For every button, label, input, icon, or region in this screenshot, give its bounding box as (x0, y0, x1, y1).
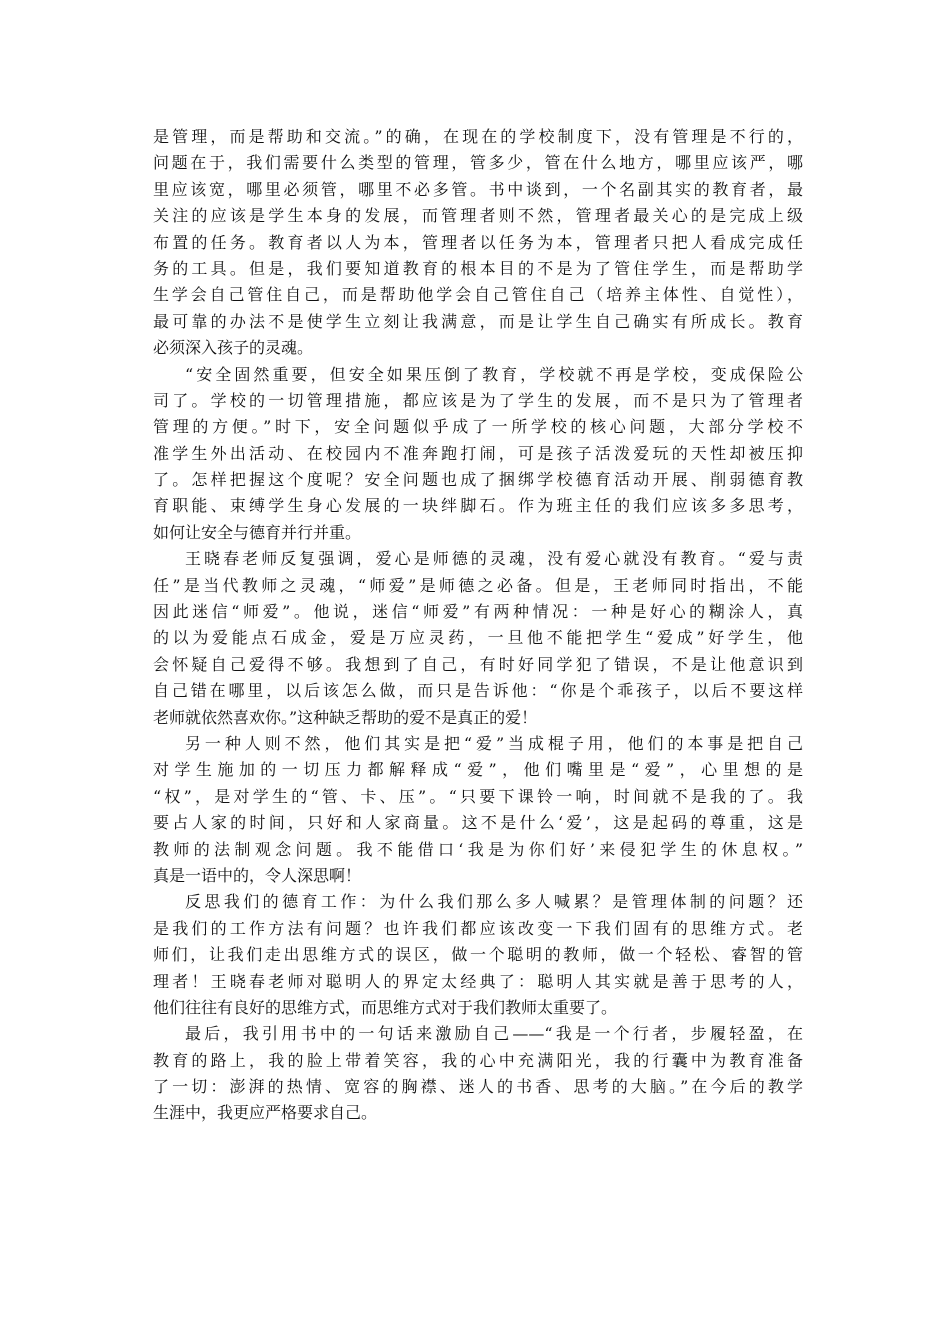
document-body (153, 124, 803, 1127)
text-line: 最可靠的办法不是使学生立刻让我满意，而是让学生自己确实有所成长。教育 (153, 311, 803, 331)
text-line: 准学生外出活动、在校园内不准奔跑打闹，可是孩子活泼爱玩的天性却被压抑 (153, 443, 803, 463)
text-line: 理者！王晓春老师对聪明人的界定太经典了：聪明人其实就是善于思考的人， (153, 971, 803, 991)
text-line: 对学生施加的一切压力都解释成“爱”，他们嘴里是“爱”，心里想的是 (153, 760, 803, 780)
text-line: 务的工具。但是，我们要知道教育的根本目的不是为了管住学生，而是帮助学 (153, 258, 803, 278)
text-line: 反思我们的德育工作：为什么我们那么多人喊累？是管理体制的问题？还 (185, 892, 803, 912)
text-line: 自己错在哪里，以后该怎么做，而只是告诉他：“你是个乖孩子，以后不要这样 (153, 681, 803, 701)
text-line: 他们往往有良好的思维方式，而思维方式对于我们教师太重要了。 (153, 997, 618, 1017)
text-line: 最后，我引用书中的一句话来激励自己——“我是一个行者，步履轻盈，在 (185, 1024, 803, 1044)
text-line: 里应该宽，哪里必须管，哪里不必多管。书中谈到，一个名副其实的教育者，最 (153, 179, 803, 199)
text-line: 的以为爱能点石成金，爱是万应灵药，一旦他不能把学生“爱成”好学生，他 (153, 628, 803, 648)
text-line: 是我们的工作方法有问题？也许我们都应该改变一下我们固有的思维方式。老 (153, 918, 803, 938)
text-line: 任”是当代教师之灵魂，“师爱”是师德之必备。但是，王老师同时指出，不能 (153, 575, 803, 595)
text-line: 王晓春老师反复强调，爱心是师德的灵魂，没有爱心就没有教育。“爱与责 (185, 549, 803, 569)
text-line: 关注的应该是学生本身的发展，而管理者则不然，管理者最关心的是完成上级 (153, 206, 803, 226)
text-line: 老师就依然喜欢你。”这种缺乏帮助的爱不是真正的爱！ (153, 707, 538, 727)
text-line: 师们，让我们走出思维方式的误区，做一个聪明的教师，做一个轻松、睿智的管 (153, 945, 803, 965)
text-line: 另一种人则不然，他们其实是把“爱”当成棍子用，他们的本事是把自己 (185, 733, 803, 753)
text-line: 布置的任务。教育者以人为本，管理者以任务为本，管理者只把人看成完成任 (153, 232, 803, 252)
text-line: “安全固然重要，但安全如果压倒了教育，学校就不再是学校，变成保险公 (185, 364, 803, 384)
text-line: 了一切：澎湃的热情、宽容的胸襟、迷人的书香、思考的大脑。”在今后的教学 (153, 1077, 803, 1097)
text-line: 如何让安全与德育并行并重。 (153, 522, 362, 542)
text-line: 必须深入孩子的灵魂。 (153, 338, 314, 358)
text-line: 真是一语中的，令人深思啊！ (153, 865, 362, 885)
text-line: 育职能、束缚学生身心发展的一块绊脚石。作为班主任的我们应该多多思考， (153, 496, 803, 516)
text-line: 司了。学校的一切管理措施，都应该是为了学生的发展，而不是只为了管理者 (153, 390, 803, 410)
text-line: 生涯中，我更应严格要求自己。 (153, 1103, 378, 1123)
text-line: 因此迷信“师爱”。他说，迷信“师爱”有两种情况：一种是好心的糊涂人，真 (153, 602, 803, 622)
text-line: 要占人家的时间，只好和人家商量。这不是什么‘爱’，这是起码的尊重，这是 (153, 813, 803, 833)
text-line: 了。怎样把握这个度呢？安全问题也成了捆绑学校德育活动开展、削弱德育教 (153, 470, 803, 490)
text-line: 问题在于，我们需要什么类型的管理，管多少，管在什么地方，哪里应该严，哪 (153, 153, 803, 173)
text-line: 管理的方便。”时下，安全问题似乎成了一所学校的核心问题，大部分学校不 (153, 417, 803, 437)
text-line: 会怀疑自己爱得不够。我想到了自己，有时好同学犯了错误，不是让他意识到 (153, 654, 803, 674)
text-line: 教育的路上，我的脸上带着笑容，我的心中充满阳光，我的行囊中为教育准备 (153, 1050, 803, 1070)
text-line: 生学会自己管住自己，而是帮助他学会自己管住自己（培养主体性、自觉性）， (153, 285, 803, 305)
text-line: 教师的法制观念问题。我不能借口‘我是为你们好’来侵犯学生的休息权。” (153, 839, 803, 859)
text-line: “权”，是对学生的“管、卡、压”。“只要下课铃一响，时间就不是我的了。我 (153, 786, 803, 806)
text-line: 是管理，而是帮助和交流。”的确，在现在的学校制度下，没有管理是不行的， (153, 127, 803, 146)
